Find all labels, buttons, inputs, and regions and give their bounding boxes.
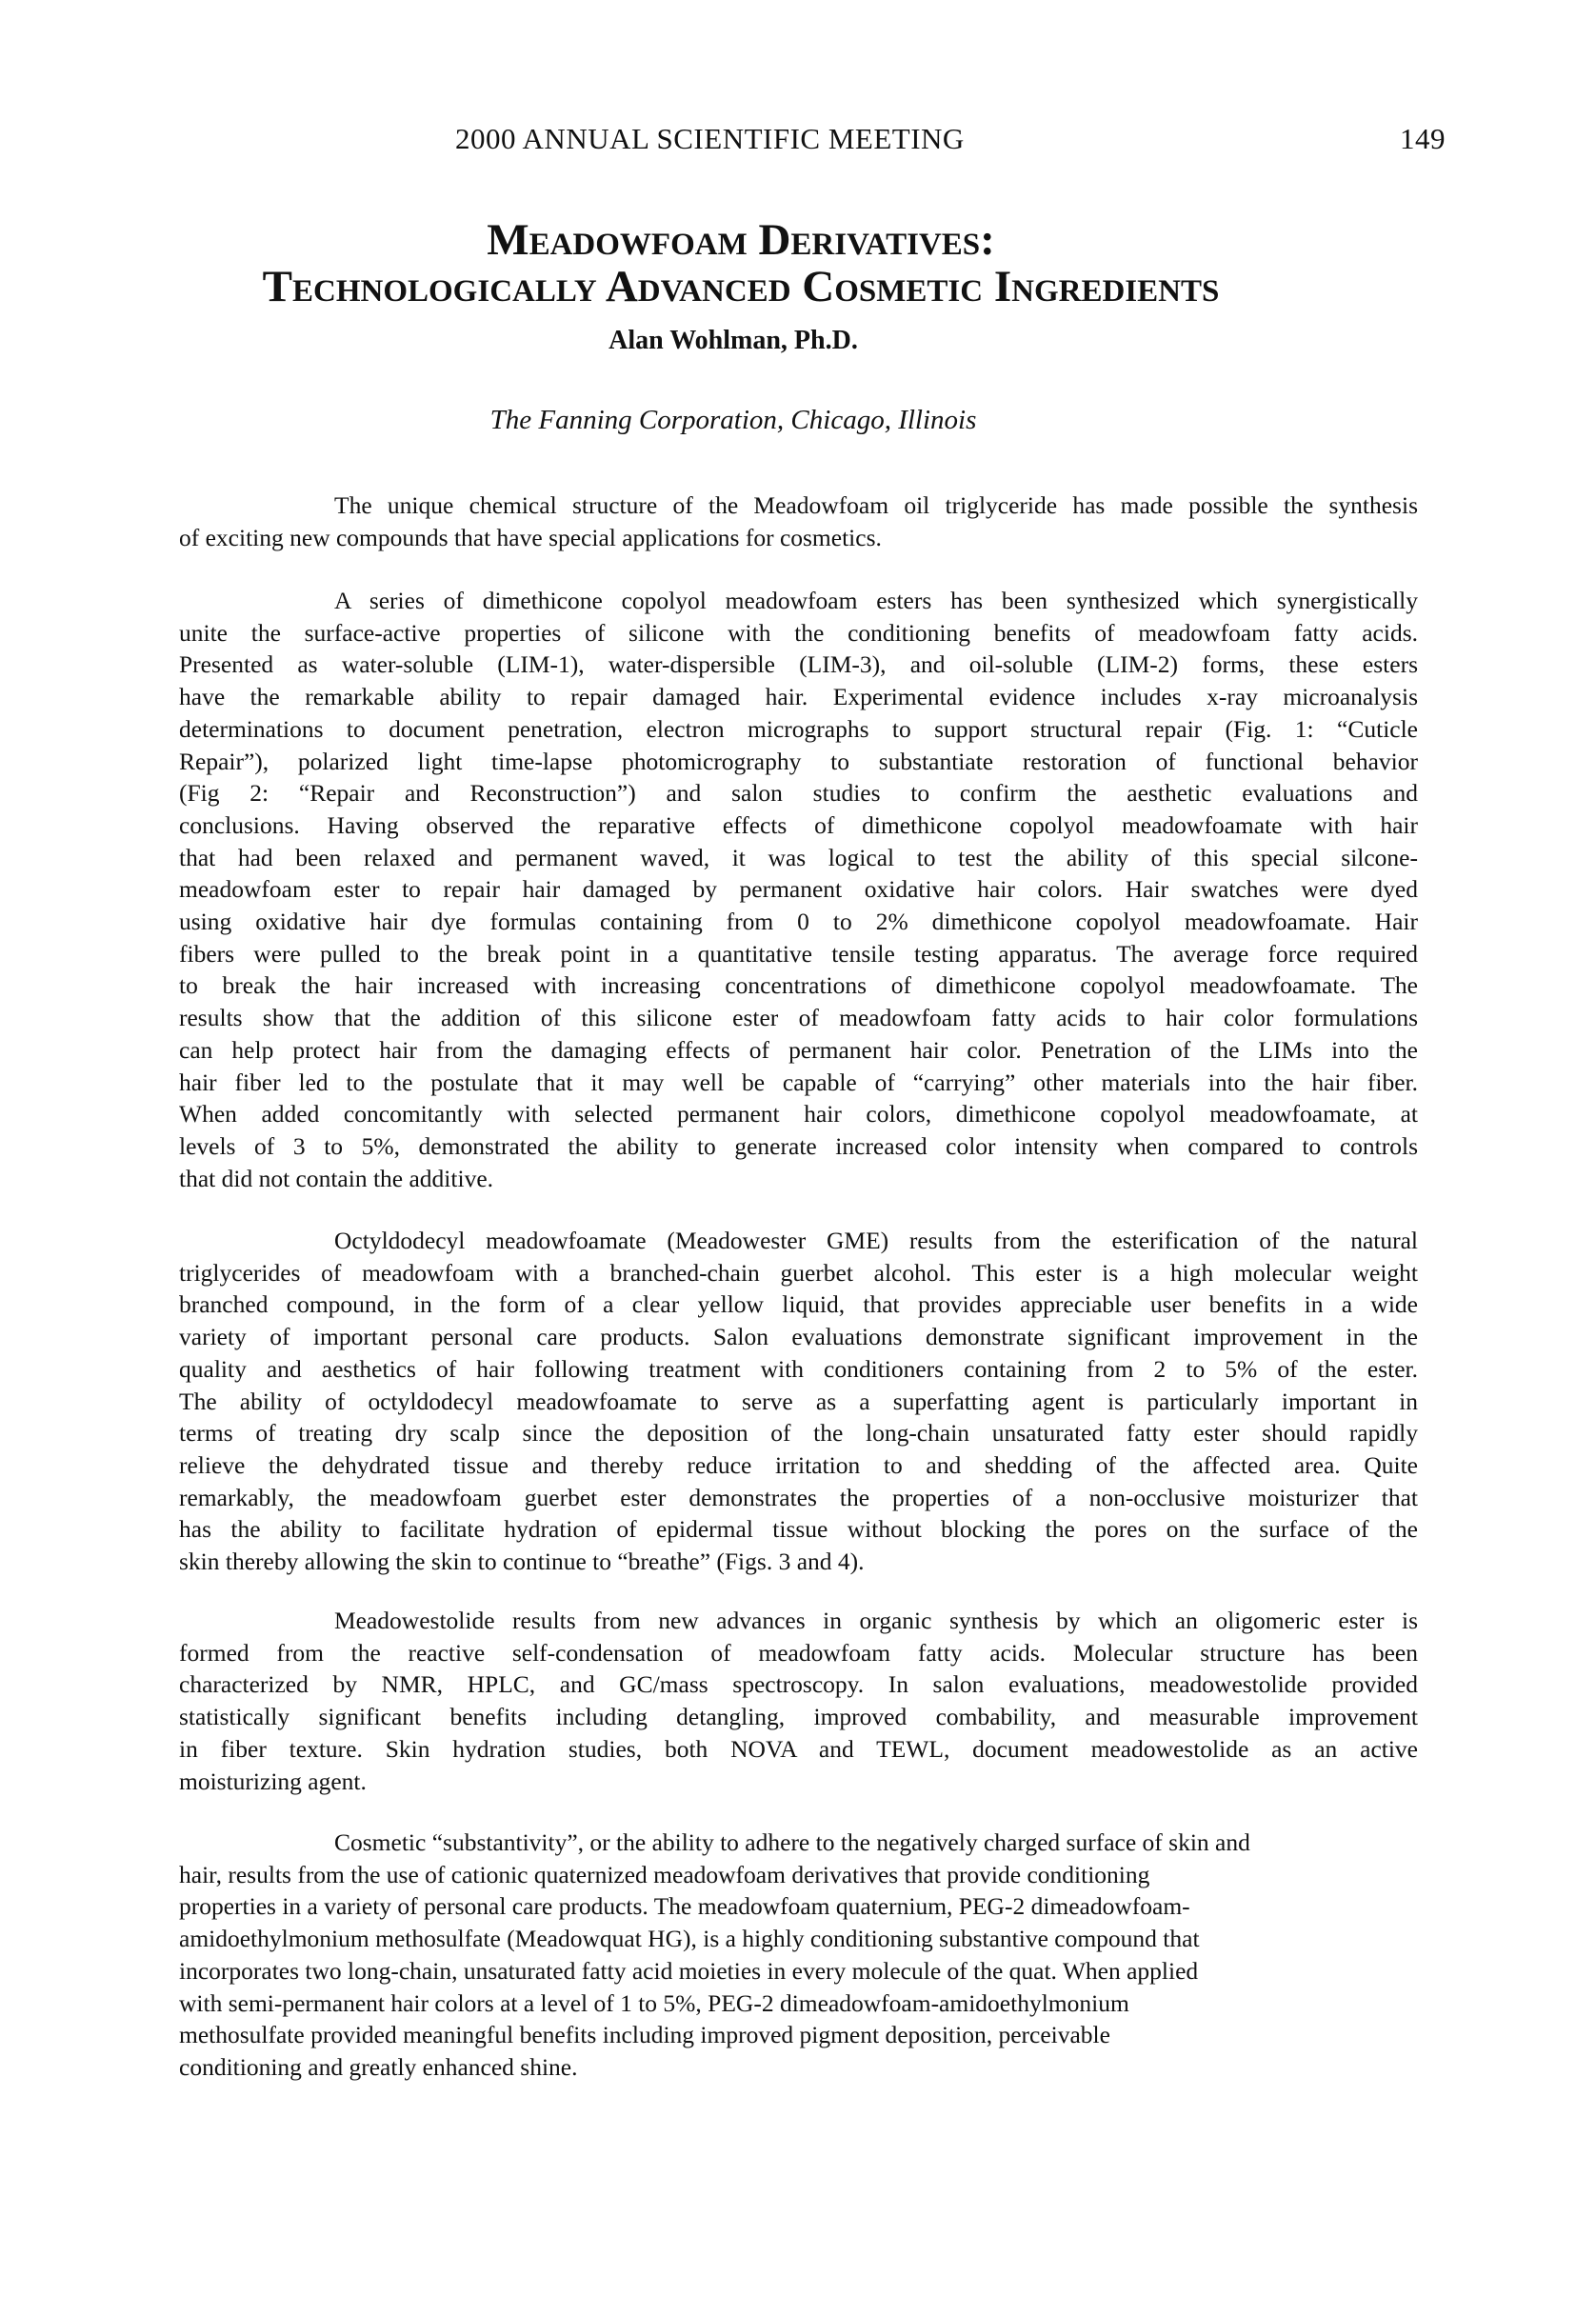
text-line: unite the surface-active properties of silicone with the conditioning benefits of meadowfoam fatty acids. bbox=[179, 618, 1418, 647]
text-line: Presented as water-soluble (LIM-1), water-dispersible (LIM-3), and oil-soluble (LIM-2) forms, these esters bbox=[179, 650, 1418, 679]
text-line: amidoethylmonium methosulfate (Meadowquat HG), is a highly conditioning substantive compound that bbox=[179, 1925, 1200, 1953]
text-line: formed from the reactive self-condensation of meadowfoam fatty acids. Molecular structure has been bbox=[179, 1638, 1418, 1667]
author: Alan Wohlman, Ph.D. bbox=[608, 326, 858, 355]
text-line: remarkably, the meadowfoam guerbet ester demonstrates the properties of a non-occlusive moisturizer that bbox=[179, 1483, 1418, 1511]
text-line: (Fig 2: “Repair and Reconstruction”) and salon studies to confirm the aesthetic evaluations and bbox=[179, 779, 1418, 808]
paragraph-dimethicone bbox=[179, 585, 1418, 1194]
text-line: results show that the addition of this silicone ester of meadowfoam fatty acids to hair color formulations bbox=[179, 1004, 1418, 1032]
text-line: Meadowestolide results from new advances in organic synthesis by which an oligomeric ester is bbox=[334, 1607, 1418, 1634]
text-line: hair fiber led to the postulate that it may well be capable of “carrying” other materials into the hair fiber. bbox=[179, 1068, 1418, 1096]
text-line: quality and aesthetics of hair following treatment with conditioners containing from 2 to 5% of the ester. bbox=[179, 1354, 1418, 1383]
text-line: hair, results from the use of cationic quaternized meadowfoam derivatives that provide conditioning bbox=[179, 1860, 1150, 1888]
text-line: When added concomitantly with selected permanent hair colors, dimethicone copolyol meadowfoamate, at bbox=[179, 1100, 1418, 1129]
text-line: meadowfoam ester to repair hair damaged by permanent oxidative hair colors. Hair swatches were dyed bbox=[179, 875, 1418, 904]
text-line: relieve the dehydrated tissue and thereby reduce irritation to and shedding of the affected area. Quite bbox=[179, 1450, 1418, 1479]
text-line: determinations to document penetration, electron micrographs to support structural repair (Fig. 1: “Cuticle bbox=[179, 714, 1418, 743]
text-line: methosulfate provided meaningful benefits including improved pigment deposition, perceivable bbox=[179, 2021, 1110, 2049]
text-line: of exciting new compounds that have special applications for cosmetics. bbox=[179, 523, 882, 551]
paragraph-substantivity bbox=[179, 1827, 1418, 2084]
text-line: Octyldodecyl meadowfoamate (Meadowester GME) results from the esterification of the natural bbox=[334, 1227, 1418, 1254]
text-line: branched compound, in the form of a clear yellow liquid, that provides appreciable user benefits in a wide bbox=[179, 1290, 1418, 1319]
title-line-2: Technologically Advanced Cosmetic Ingredients bbox=[262, 262, 1220, 311]
title-line-1: Meadowfoam Derivatives: bbox=[487, 215, 995, 265]
text-line: Repair”), polarized light time-lapse photomicrography to substantiate restoration of functional behavior bbox=[179, 747, 1418, 775]
text-line: Cosmetic “substantivity”, or the ability to adhere to the negatively charged surface of skin and bbox=[334, 1828, 1250, 1856]
paragraph-meadowestolide bbox=[179, 1605, 1418, 1797]
paragraph-intro bbox=[179, 489, 1418, 553]
text-line: A series of dimethicone copolyol meadowfoam esters has been synthesized which synergistically bbox=[334, 587, 1418, 614]
text-line: moisturizing agent. bbox=[179, 1767, 367, 1795]
text-line: statistically significant benefits including detangling, improved combability, and measurable improvement bbox=[179, 1703, 1418, 1731]
text-line: conclusions. Having observed the reparative effects of dimethicone copolyol meadowfoamate with hair bbox=[179, 810, 1418, 839]
text-line: have the remarkable ability to repair damaged hair. Experimental evidence includes x-ray microanalysis bbox=[179, 683, 1418, 711]
text-line: using oxidative hair dye formulas containing from 0 to 2% dimethicone copolyol meadowfoamate. Hair bbox=[179, 908, 1418, 936]
running-head: 2000 ANNUAL SCIENTIFIC MEETING bbox=[455, 122, 965, 155]
text-line: fibers were pulled to the break point in a quantitative tensile testing apparatus. The average force required bbox=[179, 939, 1418, 968]
text-line: variety of important personal care products. Salon evaluations demonstrate significant improvement in the bbox=[179, 1323, 1418, 1351]
page-number: 149 bbox=[1400, 122, 1446, 155]
text-line: can help protect hair from the damaging effects of permanent hair color. Penetration of the LIMs into the bbox=[179, 1035, 1418, 1064]
text-line: that had been relaxed and permanent waved, it was logical to test the ability of this special silcone- bbox=[179, 843, 1418, 871]
text-line: levels of 3 to 5%, demonstrated the ability to generate increased color intensity when compared to controls bbox=[179, 1131, 1418, 1160]
text-line: triglycerides of meadowfoam with a branched-chain guerbet alcohol. This ester is a high molecular weight bbox=[179, 1258, 1418, 1287]
text-line: skin thereby allowing the skin to continue to “breathe” (Figs. 3 and 4). bbox=[179, 1548, 865, 1576]
text-line: conditioning and greatly enhanced shine. bbox=[179, 2052, 578, 2081]
text-line: terms of treating dry scalp since the deposition of the long-chain unsaturated fatty ester should rapidly bbox=[179, 1419, 1418, 1448]
text-line: has the ability to facilitate hydration of epidermal tissue without blocking the pores on the surface of the bbox=[179, 1515, 1418, 1544]
text-line: that did not contain the additive. bbox=[179, 1164, 494, 1192]
text-line: characterized by NMR, HPLC, and GC/mass spectroscopy. In salon evaluations, meadowestolide provided bbox=[179, 1670, 1418, 1699]
paragraph-octyldodecyl bbox=[179, 1225, 1418, 1578]
text-line: in fiber texture. Skin hydration studies, both NOVA and TEWL, document meadowestolide as an active bbox=[179, 1734, 1418, 1763]
affiliation: The Fanning Corporation, Chicago, Illinois bbox=[489, 405, 977, 435]
text-line: with semi-permanent hair colors at a level of 1 to 5%, PEG-2 dimeadowfoam-amidoethylmonium bbox=[179, 1988, 1129, 2017]
text-line: to break the hair increased with increasing concentrations of dimethicone copolyol meadowfoamate. The bbox=[179, 971, 1418, 1000]
text-line: The unique chemical structure of the Meadowfoam oil triglyceride has made possible the synthesis bbox=[334, 491, 1418, 519]
text-line: The ability of octyldodecyl meadowfoamate to serve as a superfatting agent is particularly important in bbox=[179, 1387, 1418, 1415]
text-line: incorporates two long-chain, unsaturated fatty acid moieties in every molecule of the quat. When applied bbox=[179, 1956, 1199, 1985]
text-line: properties in a variety of personal care products. The meadowfoam quaternium, PEG-2 dimeadowfoam- bbox=[179, 1892, 1190, 1921]
